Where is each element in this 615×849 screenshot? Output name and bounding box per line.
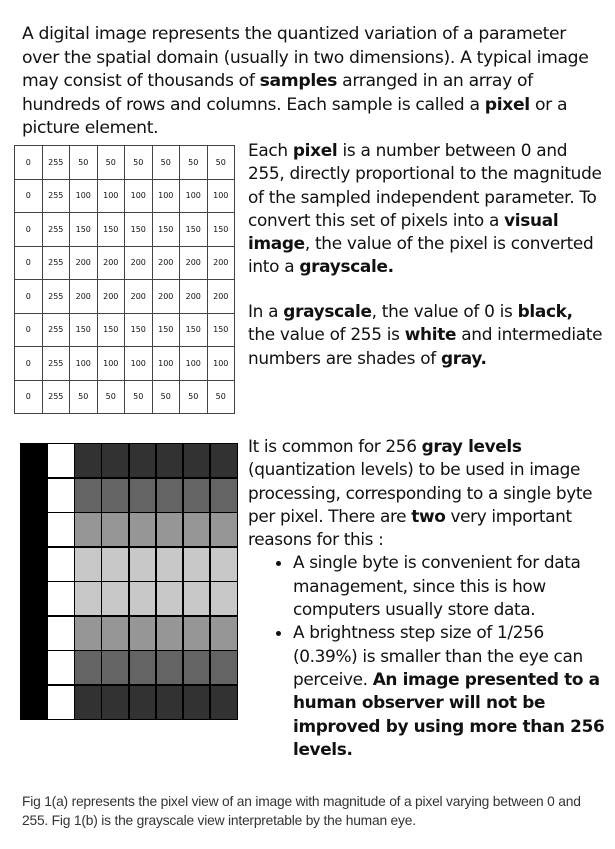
grayscale-pixel bbox=[129, 616, 157, 651]
pixel-value-cell: 150 bbox=[70, 213, 98, 247]
grayscale-pixel bbox=[101, 443, 129, 478]
grayscale-pixel bbox=[74, 650, 102, 685]
pixel-value-cell: 200 bbox=[180, 280, 208, 314]
pixel-value-cell: 100 bbox=[125, 179, 153, 213]
grayscale-pixel bbox=[20, 650, 48, 685]
grayscale-pixel bbox=[156, 685, 184, 720]
pixel-value-cell: 100 bbox=[152, 347, 180, 381]
grayscale-pixel bbox=[101, 478, 129, 513]
pixel-value-cell: 100 bbox=[180, 347, 208, 381]
grid-row bbox=[15, 179, 235, 213]
pixel-value-cell: 255 bbox=[42, 380, 70, 414]
grayscale-pixel bbox=[74, 512, 102, 547]
grayscale-pixel bbox=[129, 650, 157, 685]
pixel-value-cell: 50 bbox=[207, 146, 235, 180]
grayscale-pixel bbox=[183, 478, 211, 513]
grid-row bbox=[15, 213, 235, 247]
pixel-value-cell: 150 bbox=[152, 213, 180, 247]
pixel-value-cell: 0 bbox=[15, 380, 43, 414]
pixel-value-cell: 50 bbox=[97, 146, 125, 180]
grayscale-pixel bbox=[210, 443, 238, 478]
intro-paragraph: A digital image represents the quantized variation of a parameter over the spatial domain (usually in two dimensions). A typical image may consist of thousands of samples arranged in an array of hundreds of rows and columns. Each sample is called a pixel or a picture element. bbox=[22, 24, 589, 138]
grayscale-pixel bbox=[20, 616, 48, 651]
grid-row bbox=[15, 380, 235, 414]
pixel-value-cell: 100 bbox=[207, 179, 235, 213]
pixel-value-cell: 100 bbox=[97, 347, 125, 381]
grayscale-pixel bbox=[101, 547, 129, 582]
grayscale-pixel bbox=[183, 512, 211, 547]
grayscale-pixel bbox=[47, 685, 75, 720]
pixel-value-cell: 100 bbox=[180, 179, 208, 213]
grayscale-pixel bbox=[47, 478, 75, 513]
pixel-value-cell: 0 bbox=[15, 246, 43, 280]
pixel-value-cell: 50 bbox=[180, 146, 208, 180]
pixel-value-cell: 255 bbox=[42, 313, 70, 347]
pixel-value-cell: 150 bbox=[180, 313, 208, 347]
grayscale-pixel bbox=[129, 512, 157, 547]
pixel-value-cell: 50 bbox=[207, 380, 235, 414]
grayscale-pixel bbox=[129, 547, 157, 582]
pixel-value-cell: 150 bbox=[180, 213, 208, 247]
grid-row bbox=[15, 313, 235, 347]
pixel-value-cell: 150 bbox=[207, 213, 235, 247]
pixel-value-cell: 255 bbox=[42, 347, 70, 381]
grayscale-pixel bbox=[210, 512, 238, 547]
pixel-value-cell: 50 bbox=[70, 146, 98, 180]
grayscale-pixel bbox=[74, 616, 102, 651]
pixel-value-cell: 50 bbox=[180, 380, 208, 414]
pixel-value-cell: 200 bbox=[125, 280, 153, 314]
grayscale-pixel bbox=[20, 443, 48, 478]
pixel-value-grid bbox=[14, 145, 235, 414]
grayscale-pixel bbox=[156, 650, 184, 685]
pixel-value-cell: 100 bbox=[152, 179, 180, 213]
pixel-value-cell: 50 bbox=[97, 380, 125, 414]
grayscale-pixel bbox=[210, 478, 238, 513]
grayscale-pixel bbox=[129, 685, 157, 720]
grid-row bbox=[15, 146, 235, 180]
pixel-value-cell: 200 bbox=[180, 246, 208, 280]
grayscale-pixel bbox=[210, 581, 238, 616]
grayscale-pixel bbox=[183, 547, 211, 582]
grayscale-pixel bbox=[47, 650, 75, 685]
pixel-value-cell: 150 bbox=[207, 313, 235, 347]
pixel-value-cell: 50 bbox=[152, 146, 180, 180]
grayscale-pixel bbox=[183, 443, 211, 478]
reason-item: • A single byte is convenient for data management, since this is how computers usually store data. bbox=[293, 551, 608, 621]
pixel-value-cell: 255 bbox=[42, 246, 70, 280]
grayscale-pixel bbox=[20, 478, 48, 513]
grid-row bbox=[15, 280, 235, 314]
grayscale-pixel bbox=[20, 581, 48, 616]
grayscale-pixel bbox=[129, 478, 157, 513]
pixel-value-cell: 50 bbox=[125, 380, 153, 414]
pixel-value-cell: 200 bbox=[70, 280, 98, 314]
pixel-value-cell: 150 bbox=[70, 313, 98, 347]
grayscale-pixel bbox=[74, 443, 102, 478]
grayscale-pixel bbox=[156, 443, 184, 478]
pixel-value-cell: 0 bbox=[15, 213, 43, 247]
grayscale-pixel bbox=[101, 512, 129, 547]
grayscale-pixel bbox=[74, 547, 102, 582]
reasons-list bbox=[248, 551, 608, 761]
grayscale-explanation-paragraph: In a grayscale, the value of 0 is black, the value of 255 is white and intermediate numbers are shades of gray. bbox=[248, 301, 603, 368]
pixel-value-cell: 0 bbox=[15, 313, 43, 347]
pixel-value-cell: 150 bbox=[97, 313, 125, 347]
grayscale-pixel bbox=[129, 581, 157, 616]
grayscale-pixel bbox=[20, 685, 48, 720]
pixel-value-cell: 0 bbox=[15, 179, 43, 213]
pixel-value-cell: 50 bbox=[152, 380, 180, 414]
pixel-value-cell: 0 bbox=[15, 347, 43, 381]
grayscale-pixel bbox=[20, 512, 48, 547]
grayscale-pixel bbox=[74, 478, 102, 513]
pixel-value-cell: 255 bbox=[42, 280, 70, 314]
grayscale-pixel bbox=[101, 616, 129, 651]
pixel-value-cell: 200 bbox=[207, 280, 235, 314]
grayscale-pixel bbox=[129, 443, 157, 478]
grayscale-pixel bbox=[156, 581, 184, 616]
grayscale-pixel bbox=[47, 616, 75, 651]
grayscale-pixel bbox=[210, 685, 238, 720]
pixel-value-cell: 0 bbox=[15, 280, 43, 314]
reason-item: • A brightness step size of 1/256 (0.39%) is smaller than the eye can perceive. An image presented to a human observer will not be improved by using more than 256 levels. bbox=[293, 621, 608, 761]
pixel-value-cell: 50 bbox=[70, 380, 98, 414]
grayscale-pixel bbox=[47, 547, 75, 582]
pixel-value-cell: 200 bbox=[97, 246, 125, 280]
grayscale-pixel bbox=[47, 581, 75, 616]
pixel-value-cell: 0 bbox=[15, 146, 43, 180]
grayscale-pixel bbox=[156, 547, 184, 582]
pixel-value-cell: 200 bbox=[152, 280, 180, 314]
pixel-value-cell: 200 bbox=[97, 280, 125, 314]
pixel-value-cell: 200 bbox=[70, 246, 98, 280]
grayscale-pixel bbox=[47, 512, 75, 547]
pixel-value-cell: 100 bbox=[125, 347, 153, 381]
grayscale-pixel bbox=[101, 581, 129, 616]
pixel-value-cell: 150 bbox=[125, 313, 153, 347]
pixel-value-cell: 200 bbox=[207, 246, 235, 280]
grayscale-pixel bbox=[74, 685, 102, 720]
grid-row bbox=[15, 246, 235, 280]
grayscale-image bbox=[20, 443, 237, 719]
gray-levels-paragraph: It is common for 256 gray levels (quantization levels) to be used in image processing, corresponding to a single byte per pixel. There are two very important reasons for this : • A single byte is convenient for data management, since this is how computers usually store data. • A brightness step size of 1/256 (0.39%) is smaller than the eye can perceive. An image presented to a human observer will not be improved by using more than 256 levels. bbox=[248, 435, 608, 761]
pixel-value-cell: 100 bbox=[97, 179, 125, 213]
pixel-value-cell: 150 bbox=[152, 313, 180, 347]
grayscale-pixel bbox=[156, 616, 184, 651]
pixel-value-cell: 100 bbox=[70, 179, 98, 213]
pixel-explanation-paragraph: Each pixel is a number between 0 and 255, directly proportional to the magnitude of the sampled independent parameter. To convert this set of pixels into a visual image, the value of the pixel is converted into a grayscale. bbox=[248, 140, 602, 277]
grid-row bbox=[15, 347, 235, 381]
grayscale-pixel bbox=[210, 650, 238, 685]
pixel-value-cell: 150 bbox=[125, 213, 153, 247]
grayscale-pixel bbox=[183, 616, 211, 651]
grayscale-pixel bbox=[210, 616, 238, 651]
pixel-value-cell: 255 bbox=[42, 146, 70, 180]
grayscale-pixel bbox=[47, 443, 75, 478]
figure-caption: Fig 1(a) represents the pixel view of an image with magnitude of a pixel varying between 0 and 255. Fig 1(b) is the grayscale view interpretable by the human eye. bbox=[22, 794, 581, 828]
grayscale-pixel bbox=[74, 581, 102, 616]
grayscale-pixel bbox=[210, 547, 238, 582]
pixel-value-cell: 255 bbox=[42, 179, 70, 213]
grayscale-pixel bbox=[156, 512, 184, 547]
pixel-value-cell: 255 bbox=[42, 213, 70, 247]
pixel-value-cell: 50 bbox=[125, 146, 153, 180]
grayscale-pixel bbox=[183, 685, 211, 720]
pixel-value-cell: 100 bbox=[70, 347, 98, 381]
grayscale-pixel bbox=[101, 685, 129, 720]
pixel-value-cell: 200 bbox=[152, 246, 180, 280]
grayscale-pixel bbox=[183, 650, 211, 685]
grayscale-pixel bbox=[101, 650, 129, 685]
pixel-value-cell: 150 bbox=[97, 213, 125, 247]
pixel-value-cell: 100 bbox=[207, 347, 235, 381]
grayscale-pixel bbox=[183, 581, 211, 616]
pixel-value-cell: 200 bbox=[125, 246, 153, 280]
grayscale-pixel bbox=[156, 478, 184, 513]
grayscale-pixel bbox=[20, 547, 48, 582]
